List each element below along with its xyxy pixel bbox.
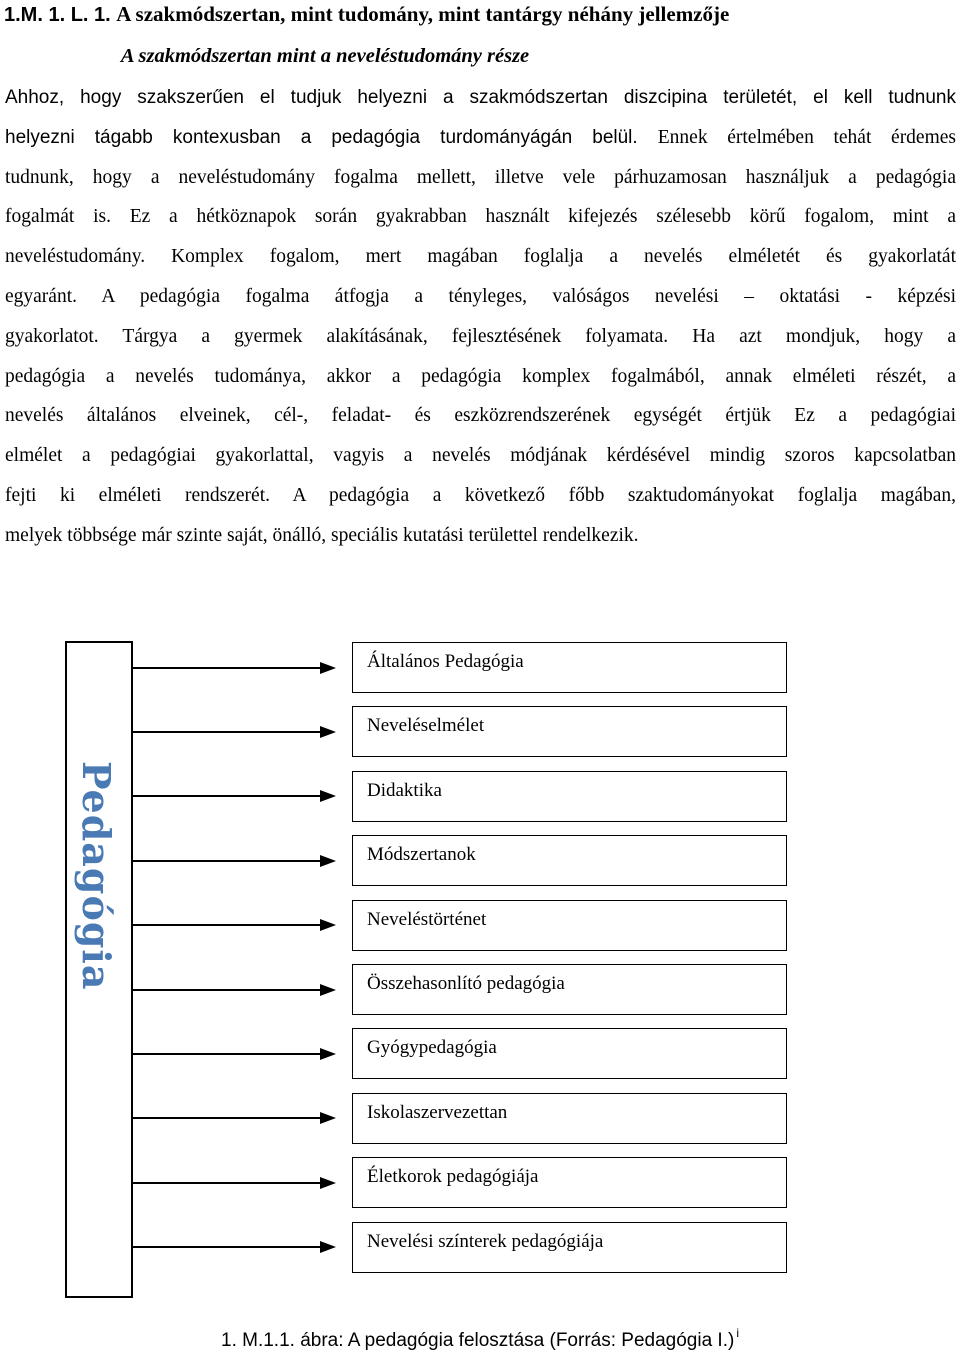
branch-box: Életkorok pedagógiája <box>352 1157 787 1208</box>
arrow-head-icon <box>320 790 336 802</box>
branch-arrow-line <box>133 1053 321 1055</box>
branch-arrow-line <box>133 1117 321 1119</box>
body-line: elmélet a pedagógiai gyakorlattal, vagyis a nevelés módjának kérdésével mindig szoros kapcsolatban <box>5 445 956 467</box>
branch-arrow-line <box>133 667 321 669</box>
arrow-head-icon <box>320 1241 336 1253</box>
branch-arrow-line <box>133 795 321 797</box>
body-line: fogalmát is. Ez a hétköznapok során gyakrabban használt kifejezés szélesebb körű fogalom, mint a <box>5 206 956 228</box>
branch-arrow-line <box>133 989 321 991</box>
pedagogy-diagram <box>0 620 960 1310</box>
arrow-head-icon <box>320 662 336 674</box>
body-line-part: helyezni tágabb kontexusban a pedagógia turdományágán belül. <box>5 126 638 148</box>
body-line <box>5 118 956 158</box>
branch-box: Általános Pedagógia <box>352 642 787 693</box>
arrow-head-icon <box>320 726 336 738</box>
branch-box: Módszertanok <box>352 835 787 886</box>
arrow-head-icon <box>320 1112 336 1124</box>
arrow-head-icon <box>320 984 336 996</box>
caption-text: 1. M.1.1. ábra: A pedagógia felosztása (Forrás: Pedagógia I.) <box>221 1330 735 1351</box>
body-line: tudnunk, hogy a neveléstudomány fogalma mellett, illetve vele párhuzamosan használjuk a pedagógia <box>5 166 956 188</box>
body-line: egyaránt. A pedagógia fogalma átfogja a tényleges, valóságos nevelési – oktatási - képzési <box>5 285 956 307</box>
body-line: nevelés általános elveinek, cél-, feladat- és eszközrendszerének egységét értjük Ez a pedagógiai <box>5 405 956 427</box>
arrow-head-icon <box>320 1177 336 1189</box>
branch-box: Összehasonlító pedagógia <box>352 964 787 1015</box>
branch-arrow-line <box>133 924 321 926</box>
section-subtitle: A szakmódszertan mint a neveléstudomány része <box>120 45 530 67</box>
branch-box: Neveléselmélet <box>352 706 787 757</box>
branch-box: Nevelési színterek pedagógiája <box>352 1222 787 1273</box>
branch-arrow-line <box>133 731 321 733</box>
body-line: melyek többsége már szinte saját, önálló, speciális kutatási területtel rendelkezik. <box>5 524 639 546</box>
branch-box: Gyógypedagógia <box>352 1028 787 1079</box>
arrow-head-icon <box>320 919 336 931</box>
branch-arrow-line <box>133 1182 321 1184</box>
section-heading <box>4 0 954 29</box>
body-paragraph <box>5 78 956 556</box>
body-line: neveléstudomány. Komplex fogalom, mert magában foglalja a nevelés elméletét és gyakorlatát <box>5 246 956 268</box>
section-title: A szakmódszertan, mint tudomány, mint tantárgy néhány jellemzője <box>116 2 730 26</box>
branch-arrow-line <box>133 860 321 862</box>
branch-box: Iskolaszervezettan <box>352 1093 787 1144</box>
figure-caption <box>0 1320 960 1354</box>
body-line: gyakorlatot. Tárgya a gyermek alakításának, fejlesztésének folyamata. Ha azt mondjuk, hogy a <box>5 325 956 347</box>
branch-box: Didaktika <box>352 771 787 822</box>
arrow-head-icon <box>320 1048 336 1060</box>
branch-box: Neveléstörténet <box>352 900 787 951</box>
body-line: pedagógia a nevelés tudománya, akkor a pedagógia komplex fogalmából, annak elméleti részét, a <box>5 365 956 387</box>
branch-arrow-line <box>133 1246 321 1248</box>
footnote-marker: i <box>736 1326 739 1340</box>
body-line-part: Ennek értelmében tehát érdemes <box>657 126 956 148</box>
section-number: 1.M. 1. L. 1. <box>4 4 111 26</box>
body-line: fejti ki elméleti rendszerét. A pedagógia a következő főbb szaktudományokat foglalja magában, <box>5 484 956 506</box>
arrow-head-icon <box>320 855 336 867</box>
root-label: Pedagógia <box>74 761 119 991</box>
body-line: Ahhoz, hogy szakszerűen el tudjuk helyezni a szakmódszertan diszcipina területét, el kell tudnunk <box>5 87 956 108</box>
